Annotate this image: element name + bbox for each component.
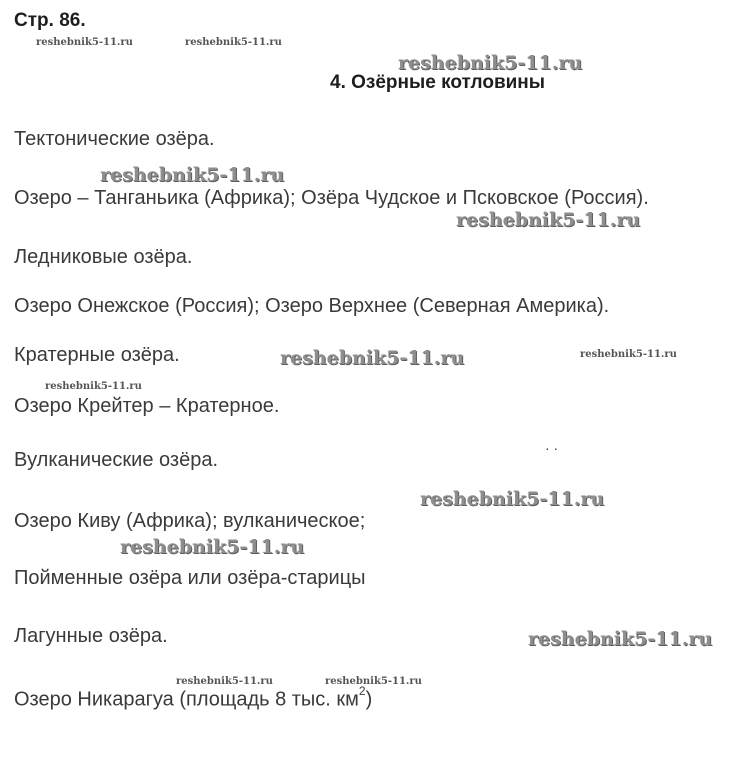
watermark-small: reshebnik5-11.ru bbox=[45, 381, 142, 392]
text-line-glacial-examples: Озеро Онежское (Россия); Озеро Верхнее (Северная Америка). bbox=[14, 295, 610, 317]
text-line-tectonic-examples: Озеро – Танганьика (Африка); Озёра Чудское и Псковское (Россия). bbox=[14, 187, 649, 209]
watermark-small: reshebnik5-11.ru bbox=[36, 37, 133, 48]
text-line-lagoon-heading: Лагунные озёра. bbox=[14, 625, 168, 647]
text-line-volcanic-heading: Вулканические озёра. bbox=[14, 449, 219, 471]
watermark-small: reshebnik5-11.ru bbox=[176, 676, 273, 687]
page-number: Стр. 86. bbox=[14, 10, 86, 31]
watermark-large: reshebnik5-11.ru bbox=[420, 488, 605, 510]
watermark-small: reshebnik5-11.ru bbox=[185, 37, 282, 48]
watermark-small: reshebnik5-11.ru bbox=[325, 676, 422, 687]
text-line-glacial-heading: Ледниковые озёра. bbox=[14, 246, 193, 268]
lagoon-example-text: Озеро Никарагуа (площадь 8 тыс. км bbox=[14, 688, 359, 711]
watermark-large: reshebnik5-11.ru bbox=[100, 164, 285, 186]
text-line-floodplain-heading: Пойменные озёра или озёра-старицы bbox=[14, 567, 366, 589]
superscript-two: 2 bbox=[358, 684, 366, 698]
watermark-large: reshebnik5-11.ru bbox=[528, 628, 713, 650]
closing-parenthesis: ) bbox=[365, 688, 373, 711]
watermark-large: reshebnik5-11.ru bbox=[456, 209, 641, 231]
text-line-lagoon-examples bbox=[14, 684, 373, 712]
stray-marks: · · bbox=[545, 440, 559, 456]
text-line-crater-heading: Кратерные озёра. bbox=[14, 344, 180, 366]
watermark-large: reshebnik5-11.ru bbox=[120, 536, 305, 558]
section-title: 4. Озёрные котловины bbox=[330, 72, 546, 93]
watermark-large: reshebnik5-11.ru bbox=[398, 52, 583, 74]
text-line-crater-examples: Озеро Крейтер – Кратерное. bbox=[14, 395, 280, 417]
watermark-large: reshebnik5-11.ru bbox=[280, 347, 465, 369]
watermark-small: reshebnik5-11.ru bbox=[580, 349, 677, 360]
text-line-volcanic-examples: Озеро Киву (Африка); вулканическое; bbox=[14, 510, 366, 532]
text-line-tectonic-heading: Тектонические озёра. bbox=[14, 128, 215, 150]
